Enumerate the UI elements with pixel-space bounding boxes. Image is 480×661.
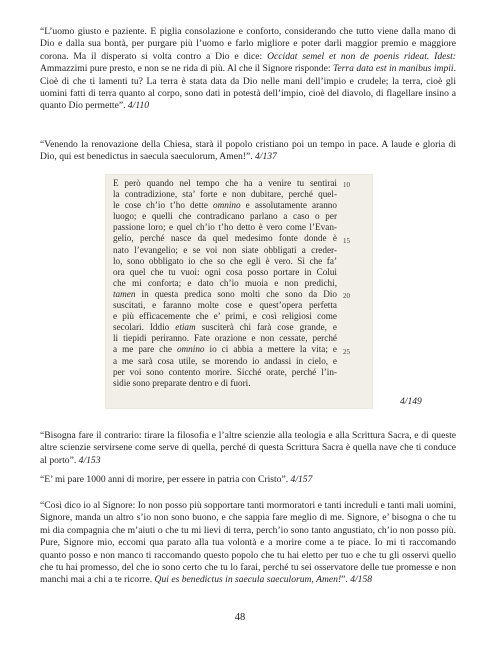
text-segment: “L’uomo giusto e paziente. E piglia consolazione e conforto, considerando che tutto viene dalla mano di Dio e dalla sua bontà, per purgare più l’uomo e farlo migliore e poter darli maggior premio e maggiore corona. Ma il disperato si volta contro a Dio e dice:	[40, 26, 456, 62]
excerpt-line	[113, 356, 337, 367]
text-segment: “Così dico io al Signore: Io non posso più sopportare tanti mormoratori e tanti increduli e tanti mali uomini, Signore, manda un altro s’io non sono buono, e che sappia fare meglio di me. Signore, e’ bisogna o che tu mi dia compagnia che m’aiuti o che tu mi lievi di terra, perch’io sono tanto angustiato, ch’io non posso più. Pure, Signore mio, eccomi qua parato alla tua volontà e a morire come a te piace. Io mi ti raccomando quanto posso e non manco ti raccomando questo popolo che tu hai eletto per tuo e che tu gli osservi quello che tu hai promesso, del che io sono certo che tu lo farai, perché tu sei osservatore delle tue promesse e non manchi mai a chi a te ricorre.	[40, 500, 456, 586]
excerpt-line	[113, 300, 337, 311]
text-segment: a me pare che	[113, 344, 177, 355]
line-number-10: 10	[343, 181, 350, 189]
italic-text: etiam	[175, 322, 196, 333]
excerpt-line	[113, 256, 337, 267]
excerpt-line	[113, 222, 337, 233]
text-segment: Ammazzimi pure presto, e non se ne rida di più. Al che il Signore risponde:	[40, 63, 333, 75]
text-segment: lo, sono obbligato io che so che egli è vero. Sì che fa’	[113, 255, 337, 266]
excerpt-line	[113, 200, 337, 211]
text-segment: sidie sono preparate dentro e di fuori.	[113, 377, 251, 388]
italic-text: 4/157	[290, 474, 313, 485]
excerpt-line	[113, 333, 337, 344]
text-segment: susciterà chi farà cose grande, e	[195, 322, 337, 333]
excerpt-line	[113, 245, 337, 256]
quote-paragraph-4	[40, 474, 456, 486]
scanned-excerpt-text	[113, 178, 337, 389]
scanned-excerpt	[105, 174, 373, 409]
excerpt-line	[113, 189, 337, 200]
text-segment: li tiepidi periranno. Fate orazione e non cessate, perché	[113, 333, 337, 344]
text-segment: “Bisogna fare il contrario: tirare la filosofia e l’altre scienzie alla teologia e alla Scrittura Sacra, e di queste altre scienzie servirsene come serve di quella, perché di questa Scrittura Sacra è quella nave che ti conduce al porto”.	[40, 430, 456, 466]
text-segment: luogo; e quelli che contradicano parlano a caso o per	[113, 211, 337, 222]
text-segment: le cose ch’io t’ho dette	[113, 200, 213, 211]
italic-text: Terra data est in manibus impii	[332, 63, 454, 75]
italic-text: Occidat semel et non de poenis rideat. Idest:	[267, 50, 457, 62]
text-segment: la contradizione, sta’ forte e non dubitare, perché quel-	[113, 189, 337, 200]
text-segment: E però quando nel tempo che ha a venire tu sentirai	[113, 178, 337, 188]
excerpt-line	[113, 278, 337, 289]
text-segment: suscitati, e faranno molte cose e quest’opera perfetta	[113, 300, 337, 311]
excerpt-line	[113, 311, 337, 322]
text-segment: per voi sono contento morire. Sicché orate, perché l’in-	[113, 366, 337, 377]
excerpt-line	[113, 378, 337, 389]
quote-paragraph-2	[40, 139, 456, 164]
excerpt-line	[113, 178, 337, 189]
text-segment: “Venendo la renovazione della Chiesa, starà il popolo cristiano poi un tempo in pace. A laude e gloria di Dio, qui est benedictus in saecula saeculorum, Amen!”.	[40, 139, 456, 163]
line-number-25: 25	[343, 348, 350, 356]
italic-text: 4/137	[255, 151, 277, 163]
text-segment: passione loro; e quel ch’io t’ho detto è vero come l’Evan-	[113, 222, 337, 233]
excerpt-line	[113, 289, 337, 300]
excerpt-line	[113, 367, 337, 378]
excerpt-line	[113, 344, 337, 355]
text-segment: e assolutamente aranno	[240, 200, 337, 211]
text-segment: in questa predica sono molti che sono da Dio	[135, 288, 337, 299]
text-segment: e più efficacemente che e’ primi, e così religiosi come	[113, 311, 337, 322]
italic-text: omnino	[176, 344, 205, 355]
text-segment: gelio, perché nasce da quel medesimo fonte donde è	[113, 233, 337, 244]
line-number-15: 15	[343, 237, 350, 245]
italic-text: tamen	[113, 288, 136, 299]
excerpt-line	[113, 211, 337, 222]
text-segment: . Cioè di che ti lamenti tu? La terra è stata data da Dio nelle mani dell’impio e crudele; la terra, cioè gli uomini fatti di terra quanto al corpo, sono dati in potestà dell’impio, cioè del diavolo, di flagellare insino a quanto Dio permette”.	[40, 63, 456, 112]
text-segment: a me sarà cosa utile, se morendo io andassi in cielo, e	[113, 355, 337, 366]
italic-text: 4/110	[127, 100, 150, 112]
text-segment: “E’ mi pare 1000 anni di morire, per essere in patria con Cristo”.	[40, 474, 291, 485]
italic-text: 4/153	[78, 454, 101, 466]
excerpt-line	[113, 233, 337, 244]
italic-text: 4/158	[350, 574, 373, 586]
line-number-20: 20	[343, 292, 350, 300]
page-number: 48	[234, 612, 246, 623]
italic-text: omnino	[213, 200, 241, 211]
quote-paragraph-1	[40, 26, 456, 113]
quote-paragraph-5	[40, 500, 456, 587]
text-segment: che mi conforta; e dato ch’io muoia e non predichi,	[113, 277, 337, 288]
text-segment: nato l’evangelio; e se voi non siate obbligati a creder-	[113, 244, 337, 255]
text-segment: ”.	[341, 574, 351, 586]
italic-text: Qui es benedictus in saecula saeculorum, Amen!	[154, 574, 342, 586]
text-segment: io ci abbia a mettere la vita; e	[204, 344, 337, 355]
text-segment: secolari. Iddio	[113, 322, 176, 333]
excerpt-reference: 4/149	[400, 396, 422, 407]
text-segment: ora quel che tu vuoi: ogni cosa posso portare in Colui	[113, 266, 337, 277]
quote-paragraph-3	[40, 430, 456, 467]
excerpt-line	[113, 267, 337, 278]
excerpt-line	[113, 322, 337, 333]
